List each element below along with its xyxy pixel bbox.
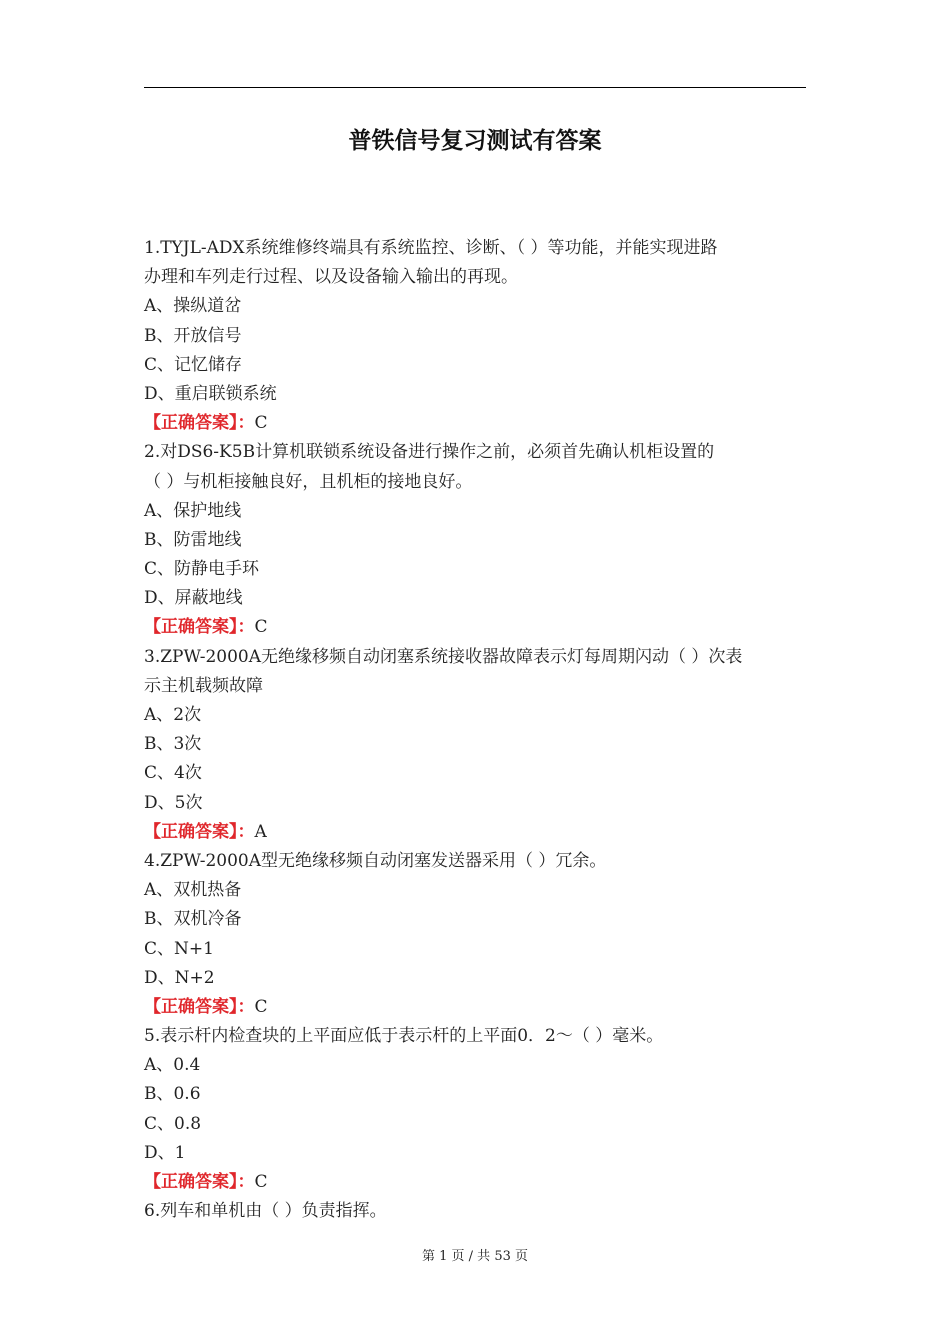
correct-answer-row — [144, 993, 806, 1022]
answer-option: B、3次 — [144, 734, 202, 755]
answer-option: B、开放信号 — [144, 325, 242, 346]
answer-option: D、5次 — [144, 792, 203, 813]
correct-answer-label: 【正确答案】： — [144, 617, 255, 638]
answer-option: B、防雷地线 — [144, 529, 242, 550]
answer-option: B、0.6 — [144, 1084, 201, 1105]
question-item — [144, 438, 806, 642]
question-list — [144, 234, 806, 1226]
question-item — [144, 847, 806, 1022]
correct-answer-row — [144, 818, 806, 847]
question-item — [144, 1197, 806, 1226]
answer-option: D、重启联锁系统 — [144, 383, 277, 404]
correct-answer-value: C — [254, 1172, 268, 1192]
question-text: 2.对DS6-K5B计算机联锁系统设备进行操作之前，必须首先确认机柜设置的 — [144, 442, 715, 463]
question-text: 5.表示杆内检查块的上平面应低于表示杆的上平面0．2～（ ）毫米。 — [144, 1026, 664, 1047]
answer-option: A、0.4 — [144, 1055, 201, 1076]
question-text: 6.列车和单机由（ ）负责指挥。 — [144, 1201, 387, 1222]
question-text: 1.TYJL-ADX系统维修终端具有系统监控、诊断、（ ）等功能，并能实现进路 — [144, 238, 718, 258]
question-text: （ ）与机柜接触良好，且机柜的接地良好。 — [144, 471, 473, 492]
question-text: 办理和车列走行过程、以及设备输入输出的再现。 — [144, 267, 518, 288]
question-item — [144, 643, 806, 847]
correct-answer-row — [144, 613, 806, 642]
answer-option: C、0.8 — [144, 1113, 202, 1134]
answer-option: C、4次 — [144, 763, 202, 784]
header-rule — [144, 87, 806, 88]
question-item — [144, 1022, 806, 1197]
correct-answer-label: 【正确答案】： — [144, 821, 255, 842]
question-item — [144, 234, 806, 438]
correct-answer-row — [144, 409, 806, 438]
correct-answer-value: C — [254, 996, 268, 1017]
page-footer: 第 1 页 / 共 53 页 — [422, 1249, 528, 1264]
document-title: 普铁信号复习测试有答案 — [348, 128, 602, 154]
question-text: 4.ZPW-2000A型无绝缘移频自动闭塞发送器采用（ ）冗余。 — [144, 850, 607, 871]
answer-option: B、双机冷备 — [144, 909, 242, 930]
question-text: 3.ZPW-2000A无绝缘移频自动闭塞系统接收器故障表示灯每周期闪动（ ）次表 — [144, 646, 743, 667]
correct-answer-label: 【正确答案】： — [144, 1172, 255, 1192]
answer-option: C、防静电手环 — [144, 559, 260, 580]
correct-answer-value: C — [254, 617, 268, 638]
correct-answer-label: 【正确答案】： — [144, 996, 255, 1017]
answer-option: D、1 — [144, 1142, 186, 1163]
correct-answer-label: 【正确答案】： — [144, 413, 255, 434]
answer-option: A、保护地线 — [144, 500, 242, 521]
answer-option: D、N+2 — [144, 967, 215, 988]
answer-option: A、2次 — [144, 705, 202, 725]
answer-option: A、双机热备 — [144, 880, 242, 901]
correct-answer-value: A — [254, 821, 267, 842]
answer-option: C、N+1 — [144, 938, 214, 959]
question-text: 示主机载频故障 — [144, 675, 263, 696]
correct-answer-value: C — [254, 413, 268, 434]
correct-answer-row — [144, 1168, 806, 1197]
answer-option: C、记忆储存 — [144, 354, 243, 375]
answer-option: D、屏蔽地线 — [144, 588, 243, 609]
answer-option: A、操纵道岔 — [144, 296, 242, 317]
